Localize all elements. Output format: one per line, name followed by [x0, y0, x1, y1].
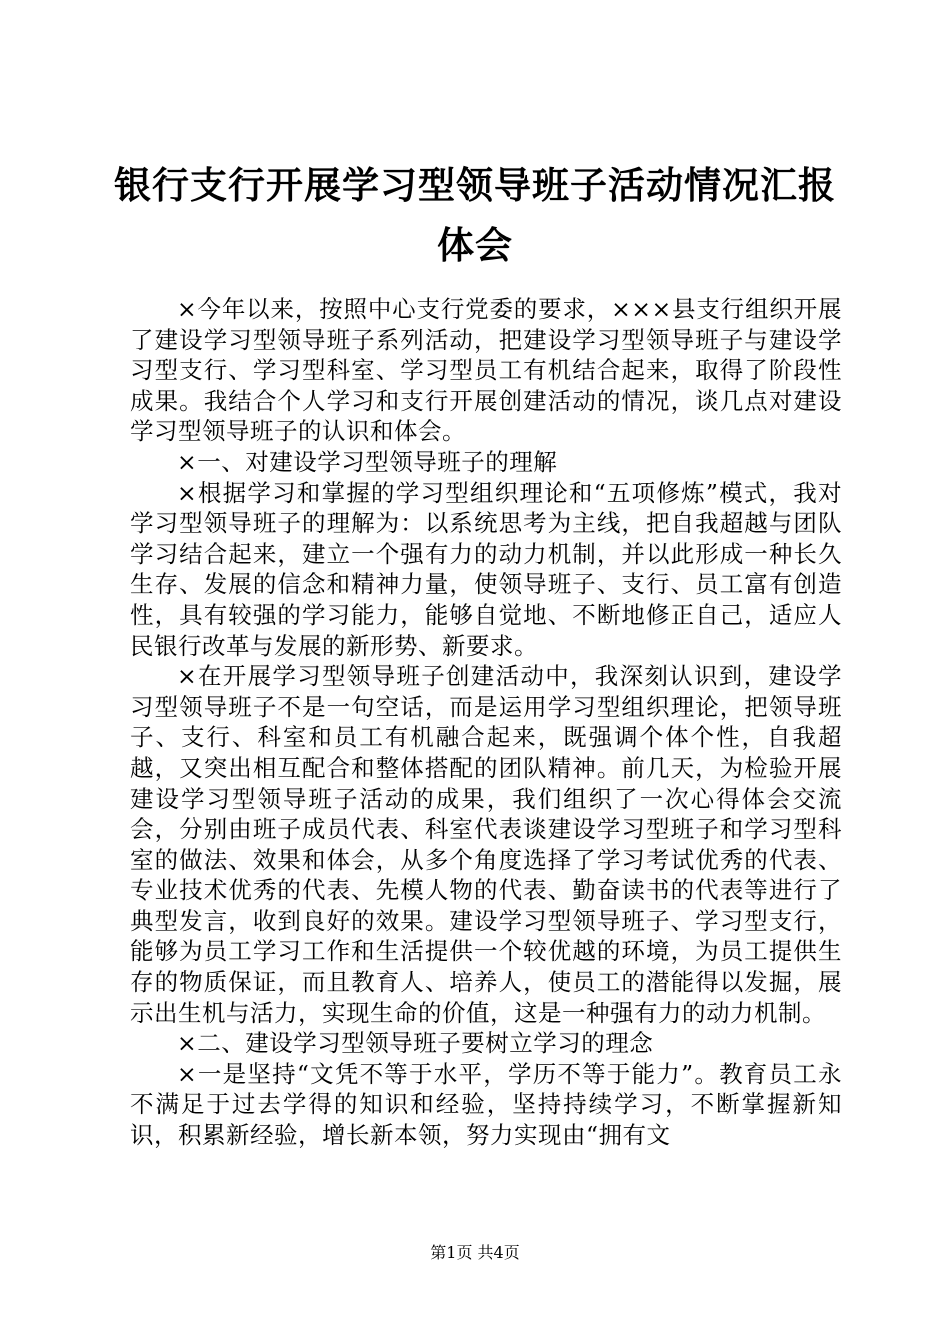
- paragraph-activity: ×在开展学习型领导班子创建活动中，我深刻认识到，建设学习型领导班子不是一句空话，而是运用学习型组织理论，把领导班子、支行、科室和员工有机融合起来，既强调个体个性，自我超越，又突出相互配合和整体搭配的团队精神。前几天，为检验开展建设学习型领导班子活动的成果，我们组织了一次心得体会交流会，分别由班子成员代表、科室代表谈建设学习型班子和学习型科室的做法、效果和体会，从多个角度选择了学习考试优秀的代表、专业技术优秀的代表、先模人物的代表、勤奋读书的代表等进行了典型发言，收到良好的效果。建设学习型领导班子、学习型支行，能够为员工学习工作和生活提供一个较优越的环境，为员工提供生存的物质保证，而且教育人、培养人，使员工的潜能得以发掘，展示出生机与活力，实现生命的价值，这是一种强有力的动力机制。: [130, 662, 842, 1027]
- section-heading-2: ×二、建设学习型领导班子要树立学习的理念: [177, 1029, 654, 1058]
- page-number: 第1页 共4页: [430, 1243, 520, 1262]
- paragraph-intro: ×今年以来，按照中心支行党委的要求，×××县支行组织开展了建设学习型领导班子系列活动，把建设学习型领导班子与建设学习型支行、学习型科室、学习型员工有机结合起来，取得了阶段性成果。我结合个人学习和支行开展创建活动的情况，谈几点对建设学习型领导班子的认识和体会。: [130, 295, 842, 446]
- section-heading-1: ×一、对建设学习型领导班子的理解: [177, 447, 558, 476]
- document-title: 银行支行开展学习型领导班子活动情况汇报体会: [114, 163, 836, 267]
- paragraph-concept: ×一是坚持“文凭不等于水平，学历不等于能力”。教育员工永不满足于过去学得的知识和经验，坚持持续学习，不断掌握新知识，积累新经验，增长新本领，努力实现由“拥有文: [130, 1059, 842, 1150]
- paragraph-understanding: ×根据学习和掌握的学习型组织理论和“五项修炼”模式，我对学习型领导班子的理解为：以系统思考为主线，把自我超越与团队学习结合起来，建立一个强有力的动力机制，并以此形成一种长久生存、发展的信念和精神力量，使领导班子、支行、员工富有创造性，具有较强的学习能力，能够自觉地、不断地修正自己，适应人民银行改革与发展的新形势、新要求。: [130, 478, 842, 660]
- document-body: [130, 294, 842, 1151]
